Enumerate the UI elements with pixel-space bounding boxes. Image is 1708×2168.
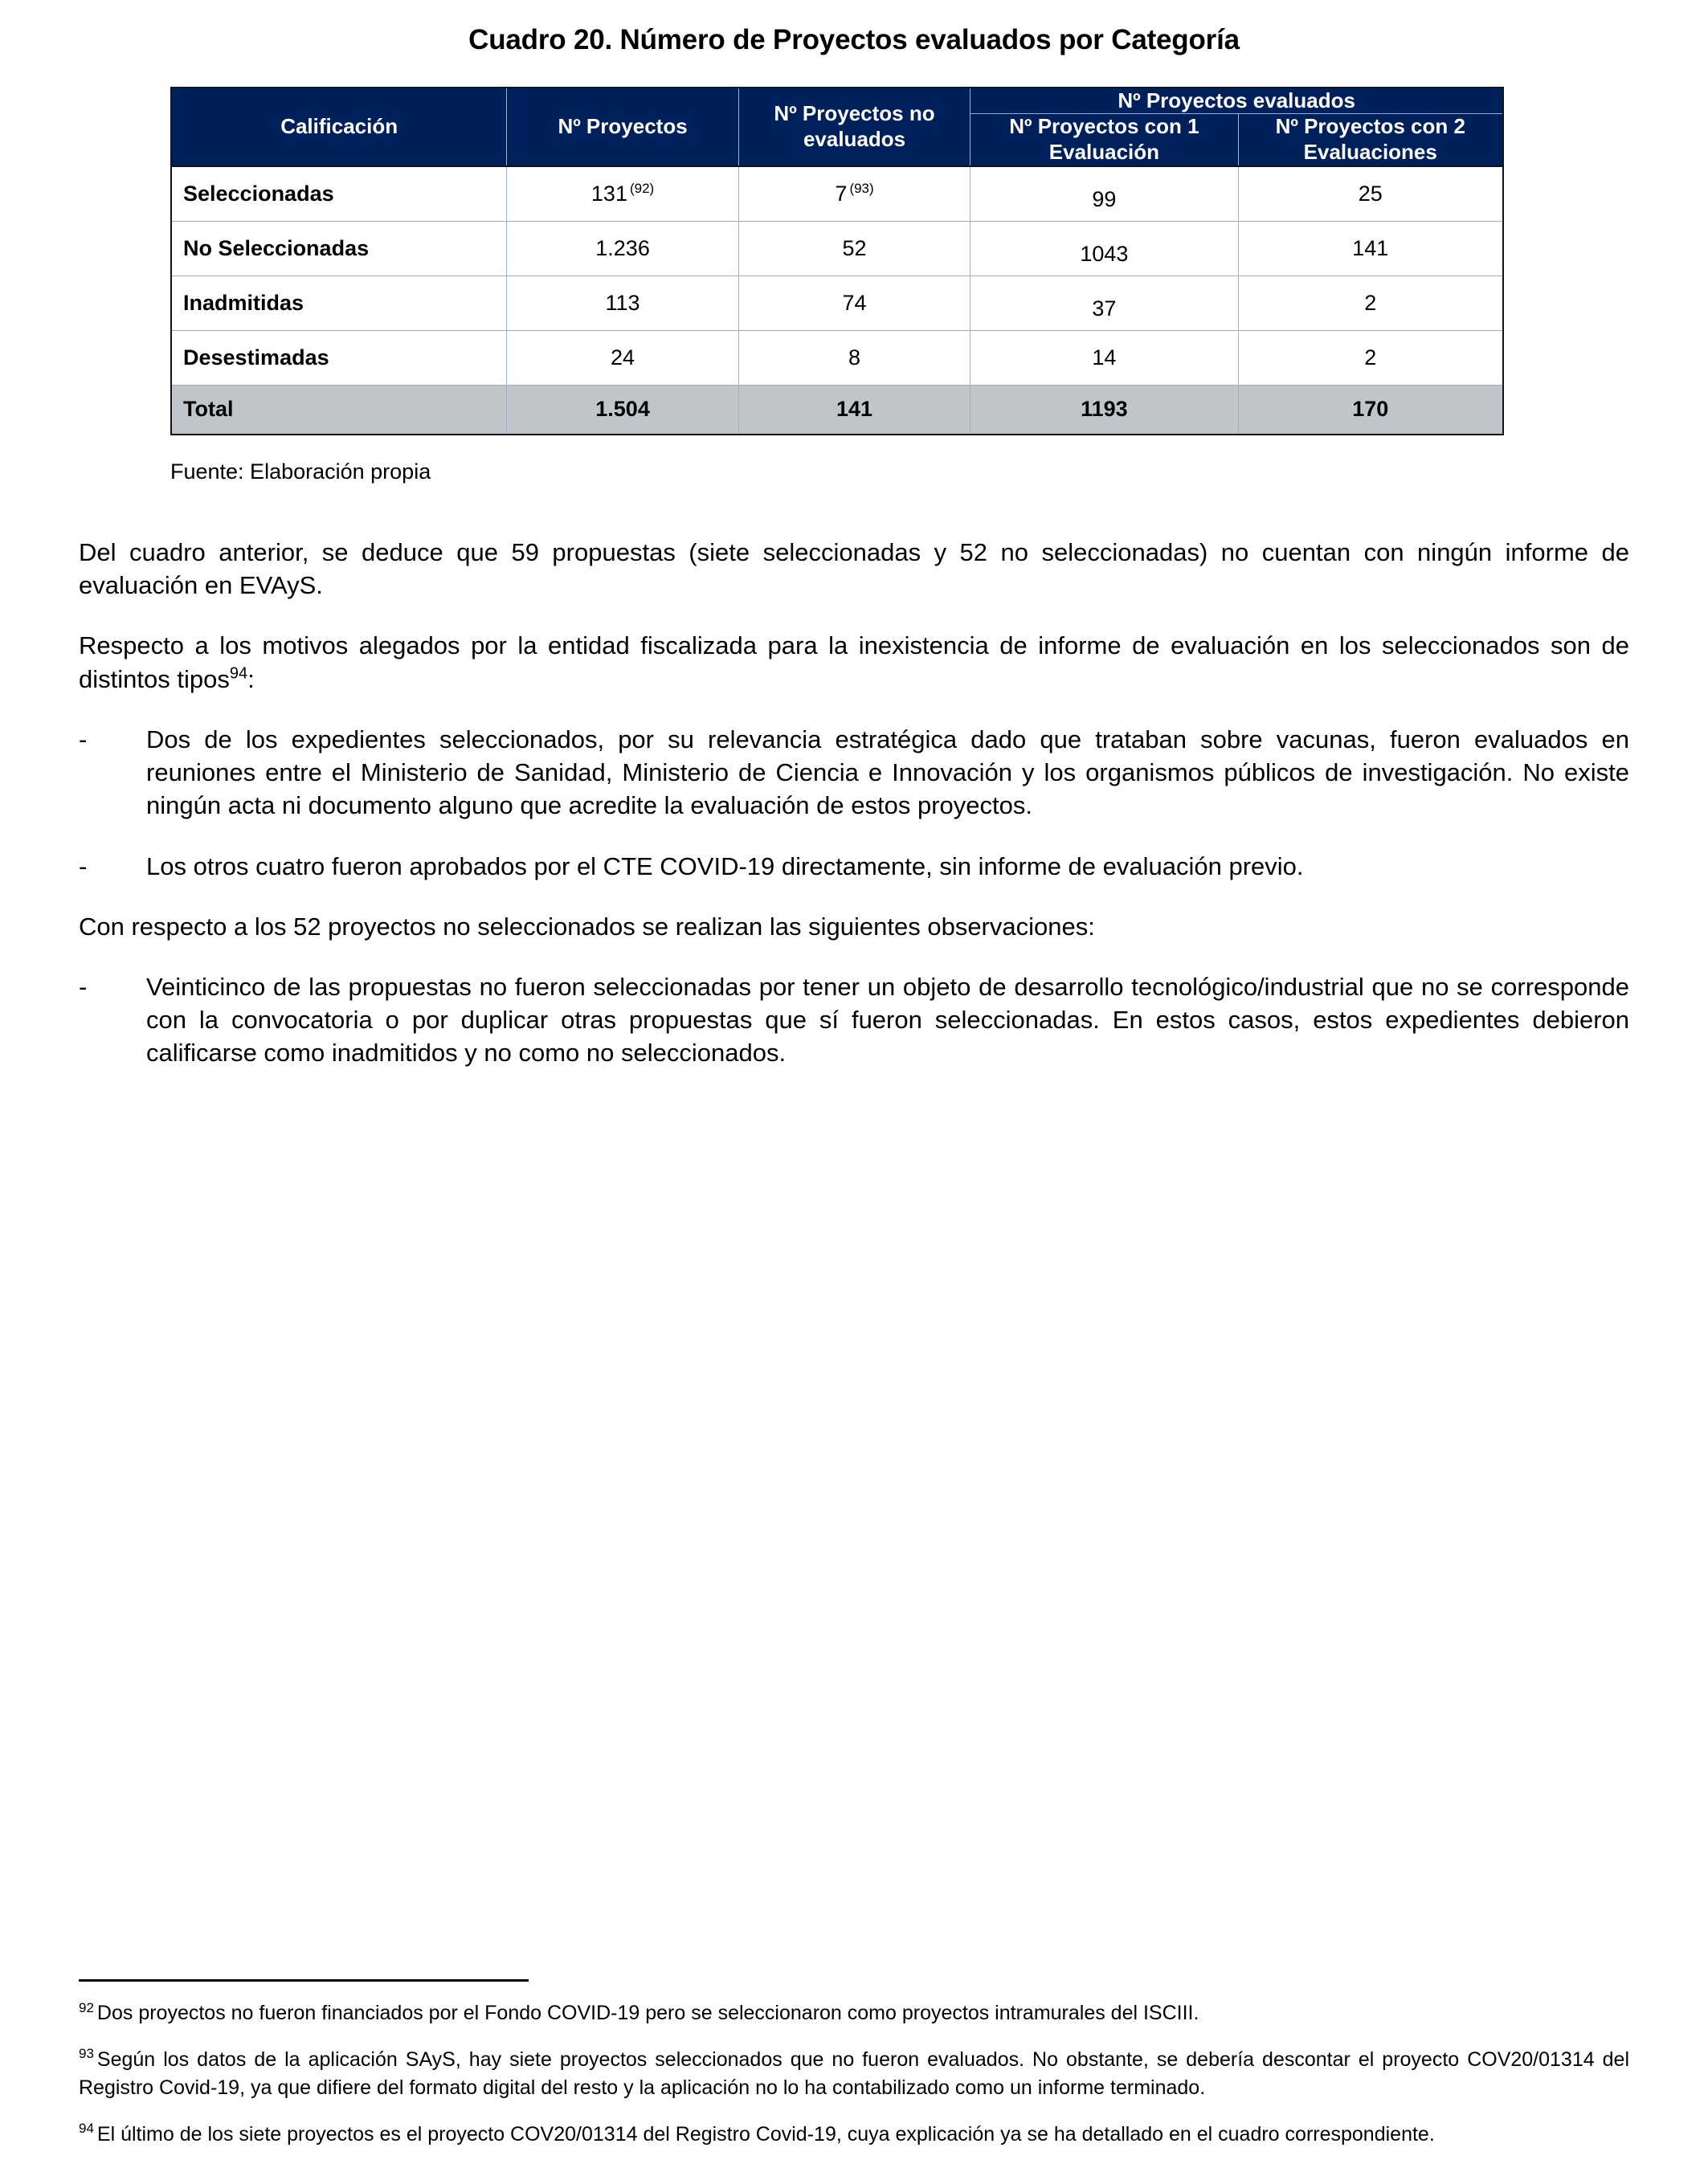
- cell-value: 1.236: [595, 235, 650, 260]
- row-label: No Seleccionadas: [171, 221, 507, 276]
- footnote-92: [79, 1999, 1629, 2028]
- page-title: Cuadro 20. Número de Proyectos evaluados por Categoría: [468, 24, 1240, 55]
- column-header-n-proyectos-evaluados: Nº Proyectos evaluados: [970, 88, 1503, 114]
- bullet-marker: -: [79, 851, 88, 880]
- footnote-ref-93: (93): [849, 180, 874, 196]
- column-header-n-proyectos-con-2: Nº Proyectos con 2 Evaluaciones: [1238, 114, 1503, 166]
- cell-n-proyectos-con-2: [1238, 166, 1503, 222]
- projects-evaluated-table: [170, 87, 1504, 435]
- table-row: [171, 276, 1503, 330]
- total-n-proyectos: 1.504: [507, 385, 738, 435]
- footnote-number: 93: [79, 2046, 94, 2062]
- cell-value: 99: [1092, 186, 1117, 211]
- cell-value: 52: [842, 235, 867, 260]
- total-n-proyectos-no-evaluados: 141: [738, 385, 970, 435]
- footnote-section: [79, 1979, 1629, 2149]
- cell-value: 141: [1352, 235, 1389, 260]
- cell-value: 37: [1092, 296, 1117, 321]
- cell-value: 2: [1364, 345, 1377, 369]
- cell-n-proyectos-con-2: [1238, 276, 1503, 330]
- cell-value: 1043: [1080, 241, 1129, 266]
- row-label: Inadmitidas: [171, 276, 507, 330]
- cell-value: 25: [1358, 181, 1383, 206]
- footnote-text: Según los datos de la aplicación SAyS, hay siete proyectos seleccionados que no fueron evaluados. No obstante, se debería descontar el proyecto COV20/01314 del Registro Covid-19, ya que difiere del formato digital del resto y la aplicación no lo ha contabilizado como un informe terminado.: [79, 2048, 1629, 2099]
- cell-n-proyectos: [507, 276, 738, 330]
- list-item-text: Veinticinco de las propuestas no fueron seleccionadas por tener un objeto de desarrollo tecnológico/industrial que no se corresponde con la convocatoria o por duplicar otras propuestas que sí fueron seleccionadas. En estos casos, estos expedientes debieron calificarse como inadmitidos y no como no seleccionados.: [146, 972, 1629, 1068]
- cell-value: 7: [835, 181, 848, 206]
- cell-value: 113: [605, 290, 640, 315]
- column-header-n-proyectos-con-1: Nº Proyectos con 1 Evaluación: [970, 114, 1238, 166]
- footnote-number: 94: [79, 2121, 94, 2137]
- paragraph-2-text: Respecto a los motivos alegados por la entidad fiscalizada para la inexistencia de informe de evaluación en los seleccionados son de distintos tipos: [79, 631, 1629, 693]
- cell-value: 24: [611, 345, 635, 369]
- total-label: Total: [171, 385, 507, 435]
- footnote-text: El último de los siete proyectos es el proyecto COV20/01314 del Registro Covid-19, cuya explicación ya se ha detallado en el cuadro correspondiente.: [96, 2122, 1435, 2146]
- row-label: Desestimadas: [171, 330, 507, 385]
- table-body: [171, 166, 1503, 435]
- cell-n-proyectos-con-1: [970, 276, 1238, 330]
- total-n-proyectos-con-2: 170: [1238, 385, 1503, 435]
- cell-n-proyectos-con-1: [970, 330, 1238, 385]
- cell-n-proyectos-no-evaluados: [738, 276, 970, 330]
- bullet-marker: -: [79, 725, 88, 753]
- cell-n-proyectos-con-2: [1238, 221, 1503, 276]
- bullet-list-group-1: [79, 723, 1629, 883]
- column-header-n-proyectos-no-evaluados: Nº Proyectos no evaluados: [738, 88, 970, 166]
- table-row: [171, 166, 1503, 222]
- cell-n-proyectos-con-1: [970, 221, 1238, 276]
- document-body: [79, 536, 1629, 1070]
- cell-n-proyectos: [507, 166, 738, 222]
- cell-n-proyectos-no-evaluados: [738, 330, 970, 385]
- row-label: Seleccionadas: [171, 166, 507, 222]
- footnote-separator-rule: [79, 1979, 529, 1982]
- cell-value: 74: [842, 290, 867, 315]
- cell-n-proyectos: [507, 221, 738, 276]
- bullet-marker: -: [79, 972, 88, 1001]
- footnote-text: Dos proyectos no fueron financiados por el Fondo COVID-19 pero se seleccionaron como proyectos intramurales del ISCIII.: [96, 2002, 1199, 2024]
- total-n-proyectos-con-1: 1193: [970, 385, 1238, 435]
- paragraph-2: [79, 629, 1629, 695]
- footnote-ref-94: 94: [229, 664, 248, 683]
- paragraph-2-tail: :: [247, 664, 255, 693]
- footnote-ref-92: (92): [629, 180, 655, 196]
- list-item-text: Dos de los expedientes seleccionados, por su relevancia estratégica dado que trataban sobre vacunas, fueron evaluados en reuniones entre el Ministerio de Sanidad, Ministerio de Ciencia e Innovación y los organismos públicos de investigación. No existe ningún acta ni documento alguno que acredite la evaluación de estos proyectos.: [146, 725, 1629, 820]
- cell-n-proyectos: [507, 330, 738, 385]
- cell-n-proyectos-no-evaluados: [738, 221, 970, 276]
- table-container: [79, 87, 1629, 435]
- paragraph-1: Del cuadro anterior, se deduce que 59 propuestas (siete seleccionadas y 52 no seleccionadas) no cuentan con ningún informe de evaluación en EVAyS.: [79, 538, 1629, 600]
- bullet-list-group-2: [79, 970, 1629, 1070]
- table-source-caption: Fuente: Elaboración propia: [170, 459, 431, 484]
- table-row: [171, 330, 1503, 385]
- table-row: [171, 221, 1503, 276]
- cell-value: 14: [1092, 345, 1117, 369]
- table-header: [171, 88, 1503, 166]
- footnote-94: [79, 2121, 1629, 2150]
- cell-value: 2: [1364, 290, 1377, 315]
- list-item: [79, 723, 1629, 823]
- cell-n-proyectos-con-2: [1238, 330, 1503, 385]
- paragraph-3: Con respecto a los 52 proyectos no seleccionados se realizan las siguientes observaciones:: [79, 912, 1095, 941]
- list-item: [79, 850, 1629, 883]
- cell-n-proyectos-con-1: [970, 166, 1238, 222]
- cell-n-proyectos-no-evaluados: [738, 166, 970, 222]
- column-header-n-proyectos: Nº Proyectos: [507, 88, 738, 166]
- footnote-number: 92: [79, 1999, 94, 2015]
- list-item-text: Los otros cuatro fueron aprobados por el CTE COVID-19 directamente, sin informe de evaluación previo.: [146, 851, 1304, 880]
- table-total-row: [171, 385, 1503, 435]
- table-header-row-1: [171, 88, 1503, 114]
- footnote-93: [79, 2046, 1629, 2103]
- cell-value: 8: [848, 345, 861, 369]
- list-item: [79, 970, 1629, 1070]
- column-header-calificacion: Calificación: [171, 88, 507, 166]
- cell-value: 131: [590, 181, 627, 206]
